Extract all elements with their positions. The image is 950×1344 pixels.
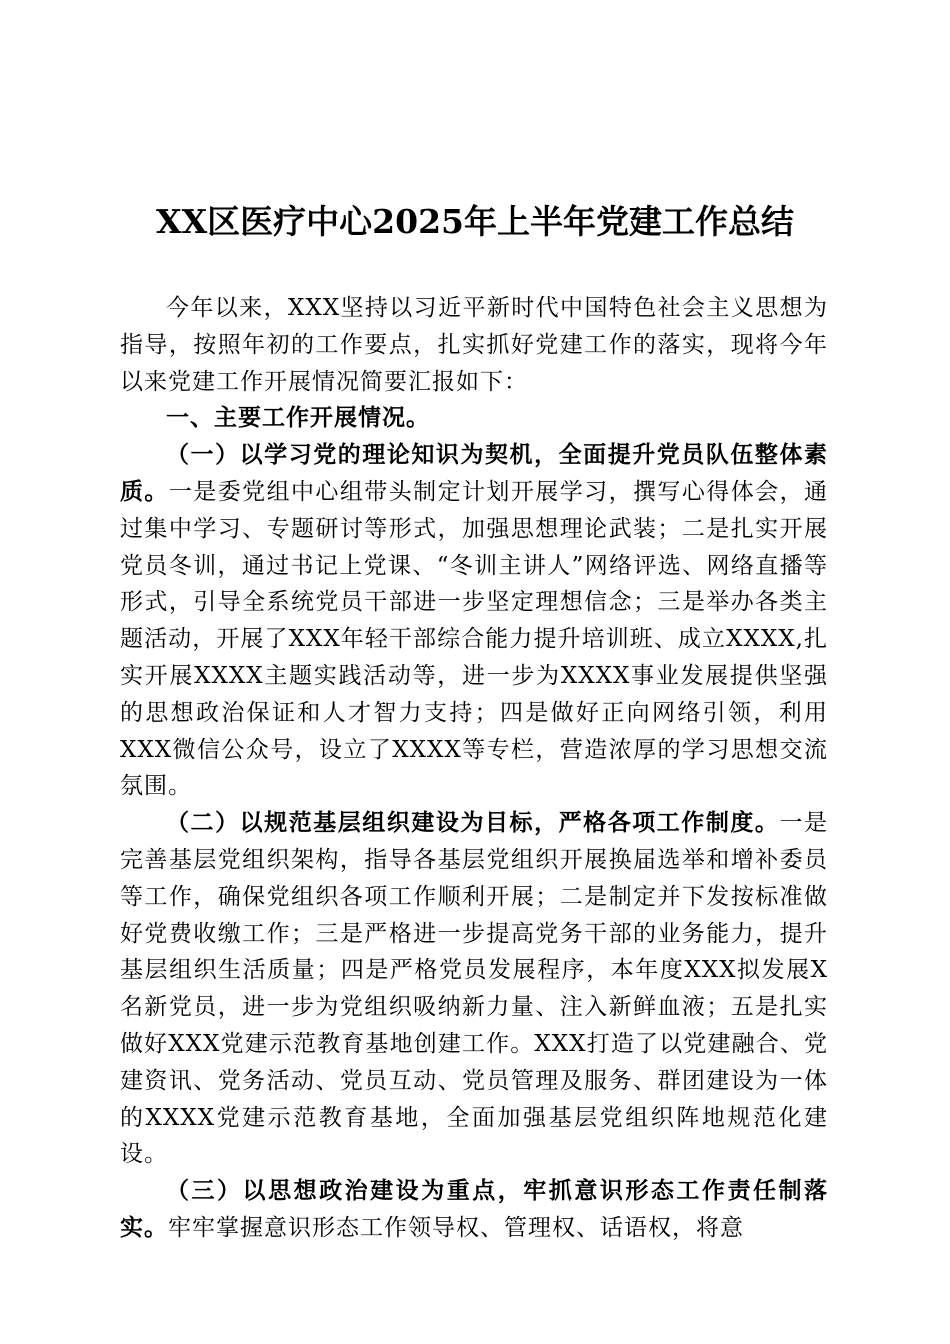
paragraph-3-heading: （三）以思想政治建设为重点，牢抓意识形态工作责任制落实。: [120, 1177, 828, 1241]
paragraph-3-text: 牢牢掌握意识形态工作领导权、管理权、话语权，将意: [168, 1214, 744, 1241]
paragraph-1: [120, 437, 828, 805]
document-title: XX区医疗中心2025年上半年党建工作总结: [155, 202, 795, 241]
section-heading: 一、主要工作开展情况。: [166, 405, 430, 432]
paragraph-2: [120, 805, 828, 1173]
paragraph-2-text: 一是完善基层党组织架构，指导各基层党组织开展换届选举和增补委员等工作，确保党组织各项工作顺利开展；二是制定并下发按标准做好党费收缴工作；三是严格进一步提高党务干部的业务能力，提升基层组织生活质量；四是严格党员发展程序，本年度XXX拟发展X名新党员，进一步为党组织吸纳新力量、注入新鲜血液；五是扎实做好XXX党建示范教育基地创建工作。XXX打造了以党建融合、党建资讯、党务活动、党员互动、党员管理及服务、群团建设为一体的XXXX党建示范教育基地，全面加强基层党组织阵地规范化建设。: [120, 810, 829, 1168]
intro-paragraph: 今年以来，XXX坚持以习近平新时代中国特色社会主义思想为指导，按照年初的工作要点，扎实抓好党建工作的落实，现将今年以来党建工作开展情况简要汇报如下：: [120, 295, 828, 395]
paragraph-1-text: 一是委党组中心组带头制定计划开展学习，撰写心得体会，通过集中学习、专题研讨等形式，加强思想理论武装；二是扎实开展党员冬训，通过书记上党课、“冬训主讲人”网络评选、网络直播等形式，引导全系统党员干部进一步坚定理想信念；三是举办各类主题活动，开展了XXX年轻干部综合能力提升培训班、成立XXXX,扎实开展XXXX主题实践活动等，进一步为XXXX事业发展提供坚强的思想政治保证和人才智力支持；四是做好正向网络引领，利用XXX微信公众号，设立了XXXX等专栏，营造浓厚的学习思想交流氛围。: [120, 478, 829, 800]
paragraph-3: [120, 1173, 828, 1247]
paragraph-2-heading: （二）以规范基层组织建设为目标，严格各项工作制度。: [166, 809, 780, 837]
paragraph-1-heading: （一）以学习党的理论知识为契机，全面提升党员队伍整体素质。: [120, 441, 828, 505]
document-body: [120, 290, 828, 1247]
